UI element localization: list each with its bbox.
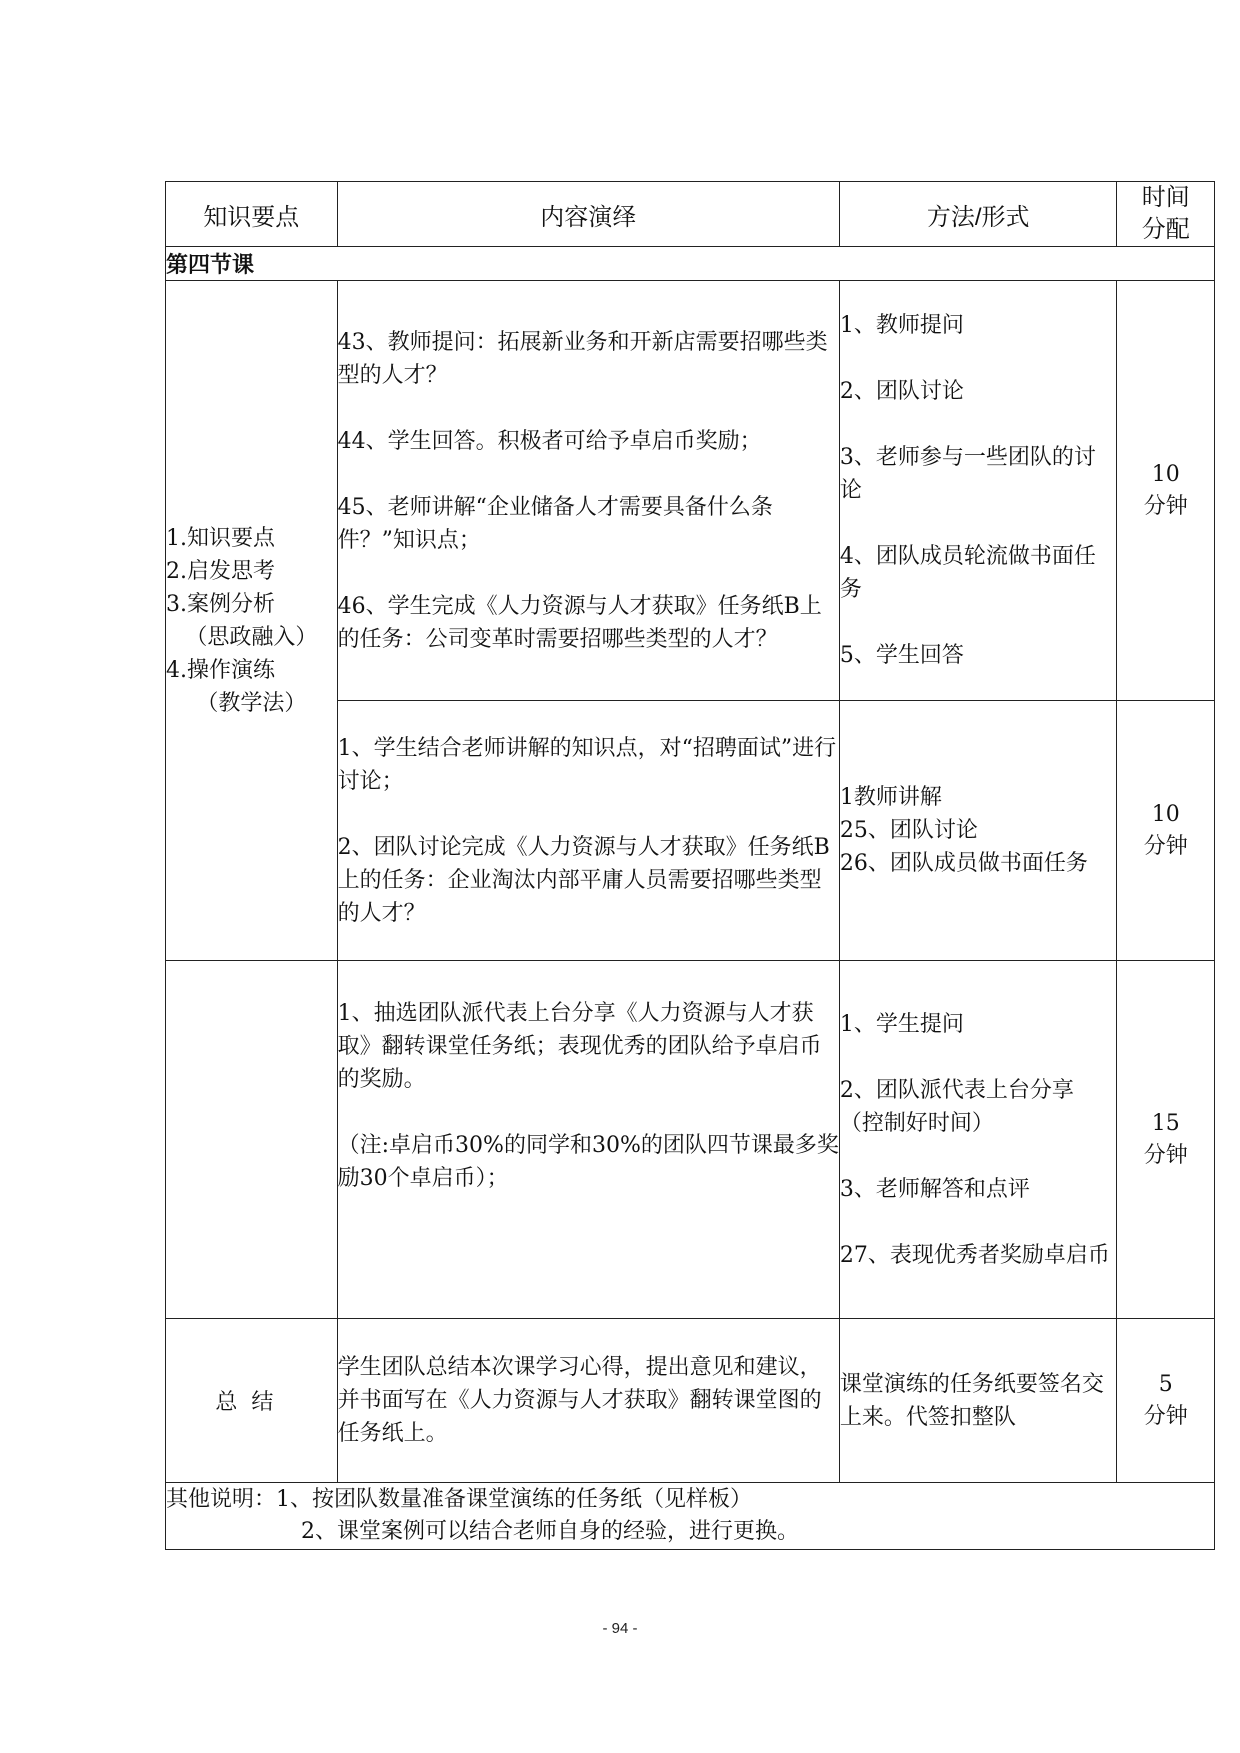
header-method: 方法/形式 [839, 182, 1117, 247]
content-paragraph: 45、老师讲解“企业储备人才需要具备什么条件？”知识点； [337, 494, 773, 553]
time-unit: 分钟 [1143, 493, 1188, 519]
header-time [1117, 182, 1215, 247]
summary-row [166, 1319, 1215, 1483]
content-paragraph: 1、学生结合老师讲解的知识点，对“招聘面试”进行讨论； [337, 735, 837, 794]
knowledge-points-cell [166, 281, 338, 961]
method-item: 3、老师解答和点评 [839, 1176, 1030, 1202]
time-unit: 分钟 [1143, 1403, 1188, 1429]
content-paragraph: 2、团队讨论完成《人力资源与人才获取》任务纸B上的任务：企业淘汰内部平庸人员需要招哪些类型的人才？ [337, 834, 830, 926]
content-cell [337, 281, 839, 701]
section-title: 第四节课 [166, 247, 1215, 281]
content-paragraph: 43、教师提问：拓展新业务和开新店需要招哪些类型的人才？ [337, 329, 828, 388]
notes-row [166, 1483, 1215, 1550]
content-paragraph: 44、学生回答。积极者可给予卓启币奖励； [337, 428, 762, 454]
notes-line-2: 2、课堂案例可以结合老师自身的经验，进行更换。 [301, 1519, 799, 1544]
content-paragraph: 1、抽选团队派代表上台分享《人力资源与人才获取》翻转课堂任务纸；表现优秀的团队给予卓启币的奖励。 [337, 1001, 822, 1092]
knowledge-point: 1.知识要点 [166, 525, 275, 551]
time-cell [1117, 701, 1215, 961]
time-value: 15 [1151, 1110, 1180, 1136]
content-cell [337, 961, 839, 1319]
notes-cell [166, 1483, 1215, 1550]
method-item: 3、老师参与一些团队的讨论 [839, 445, 1096, 503]
page-number: - 94 - [602, 1620, 638, 1637]
header-time-line1: 时间 [1141, 184, 1190, 211]
summary-method: 课堂演练的任务纸要签名交上来。代签扣整队 [839, 1319, 1117, 1483]
time-value: 10 [1151, 461, 1180, 487]
summary-content: 学生团队总结本次课学习心得，提出意见和建议，并书面写在《人力资源与人才获取》翻转课堂图的任务纸上。 [337, 1319, 839, 1483]
header-content: 内容演绎 [337, 182, 839, 247]
table-row [166, 281, 1215, 701]
summary-label: 总结 [166, 1319, 338, 1483]
time-unit: 分钟 [1143, 1142, 1188, 1168]
time-value: 10 [1151, 801, 1180, 827]
knowledge-point: （教学法） [196, 690, 307, 716]
time-cell [1117, 961, 1215, 1319]
time-cell [1117, 281, 1215, 701]
content-cell [337, 701, 839, 961]
method-item: 25、团队讨论 [839, 818, 978, 843]
header-row [166, 182, 1215, 247]
method-item: 5、学生回答 [839, 643, 964, 668]
method-item: 4、团队成员轮流做书面任务 [839, 544, 1096, 602]
method-item: 26、团队成员做书面任务 [839, 851, 1088, 876]
table-row [166, 961, 1215, 1319]
method-cell [839, 281, 1117, 701]
knowledge-points-empty-cell [166, 961, 338, 1319]
content-paragraph: 46、学生完成《人力资源与人才获取》任务纸B上的任务：公司变革时需要招哪些类型的人才？ [337, 593, 822, 652]
method-item: 1、教师提问 [839, 313, 964, 338]
method-cell [839, 961, 1117, 1319]
header-time-line2: 分配 [1141, 216, 1190, 243]
time-unit: 分钟 [1143, 833, 1188, 859]
time-value: 5 [1158, 1371, 1173, 1397]
method-item: 1教师讲解 [839, 785, 942, 810]
method-item: 27、表现优秀者奖励卓启币 [839, 1242, 1110, 1268]
method-cell [839, 701, 1117, 961]
summary-time-cell [1117, 1319, 1215, 1483]
knowledge-point: 3.案例分析 [166, 591, 275, 617]
method-item: 2、团队派代表上台分享（控制好时间） [839, 1077, 1074, 1136]
header-knowledge: 知识要点 [166, 182, 338, 247]
method-item: 1、学生提问 [839, 1011, 964, 1037]
knowledge-point: 4.操作演练 [166, 657, 275, 683]
lesson-plan-table [165, 181, 1215, 1550]
section-row [166, 247, 1215, 281]
notes-line-1: 其他说明：1、按团队数量准备课堂演练的任务纸（见样板） [166, 1487, 752, 1512]
method-item: 2、团队讨论 [839, 379, 964, 404]
knowledge-point: 2.启发思考 [166, 558, 275, 584]
content-paragraph: （注:卓启币30%的同学和30%的团队四节课最多奖励30个卓启币）； [337, 1133, 839, 1191]
knowledge-point: （思政融入） [185, 624, 318, 650]
